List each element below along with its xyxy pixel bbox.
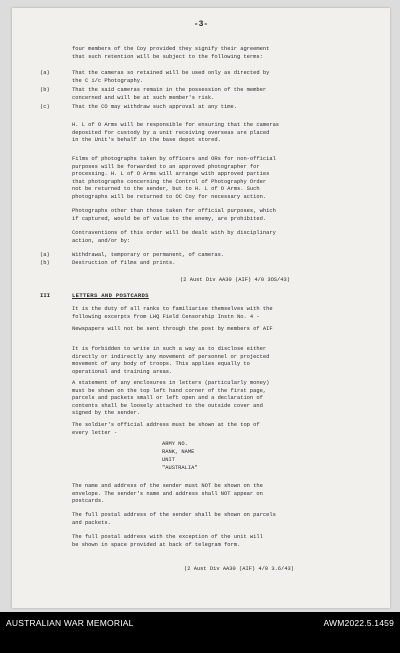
letters-para: The full postal address with the exception of the unit will be shown in space provided at back of telegram form. <box>72 534 263 548</box>
address-line: ARMY NO. <box>162 441 188 447</box>
penalty-mark: (a) <box>40 252 50 258</box>
address-line: "AUSTRALIA" <box>162 465 198 471</box>
section-heading: LETTERS AND POSTCARDS <box>72 292 149 299</box>
condition-text: That the cameras so retained will be used only as directed by the C i/c Photography. <box>72 70 270 84</box>
condition-text: That the CO may withdraw such approval at any time. <box>72 104 237 110</box>
letters-para: A statement of any enclosures in letters (particularly money) must be shown on the top left hand corner of the first page, parcels and packets small or left open and a declaration of contents shall be loosely attached to the outside cover and signed by the sender. <box>72 380 270 417</box>
section-number: III <box>40 292 51 299</box>
letters-para: The name and address of the sender must NOT be shown on the envelope. The sender's name and address shall NOT appear on postcards. <box>72 483 263 505</box>
page-number: -3- <box>193 20 209 29</box>
archive-footer <box>0 612 400 653</box>
para-films: Films of photographs taken by officers and ORs for non-official purposes will be forwarded to an approved photographer for processing. H. L of O Arms will arrange with approved parties that photographs concerning the Control of Photography Order not be returned to the sender, but to H. L of O Arms. Such photographs will be returned to OC Coy for necessary action. <box>72 156 276 200</box>
letters-para: The full postal address of the sender shall be shown on parcels and packets. <box>72 512 276 526</box>
reference-letters: (2 Aust Div AA30 (AIF) 4/0 3.6/43) <box>184 566 294 572</box>
address-line: UNIT <box>162 457 175 463</box>
address-line: RANK, NAME <box>162 449 195 455</box>
para-responsible: H. L of O Arms will be responsible for ensuring that the cameras deposited for custody by a unit receiving overseas are placed in the Unit's behalf in the base depot stored. <box>72 122 280 144</box>
cameras-intro: four members of the Coy provided they signify their agreement that such retention will be subject to the following terms: <box>72 46 270 60</box>
penalty-mark: (b) <box>40 260 50 266</box>
reference-cameras: (2 Aust Div AA30 (AIF) 4/0 3OS/43) <box>180 277 290 283</box>
document-page <box>12 8 390 608</box>
footer-institution: AUSTRALIAN WAR MEMORIAL <box>6 618 134 628</box>
penalty-text: Destruction of films and prints. <box>72 260 176 266</box>
condition-mark: (a) <box>40 70 50 76</box>
penalty-text: Withdrawal, temporary or permanent, of cameras. <box>72 252 225 258</box>
para-other: Photographs other than those taken for official purposes, which if captured, would be of value to the enemy, are prohibited. <box>72 208 276 222</box>
letters-para: Newspapers will not be sent through the post by members of AIF <box>72 326 273 332</box>
letters-para: The soldier's official address must be shown at the top of every letter - <box>72 422 260 436</box>
condition-mark: (b) <box>40 87 50 93</box>
letters-para: It is forbidden to write in such a way as to disclose either directly or indirectly any movement of personnel or projected movement of any body of troops. This applies equally to operational and training areas. <box>72 346 270 375</box>
condition-text: That the said cameras remain in the possession of the member concerned and will be at such member's risk. <box>72 87 267 101</box>
footer-accession-id: AWM2022.5.1459 <box>323 618 394 628</box>
para-contravention: Contraventions of this order will be dealt with by disciplinary action, and/or by: <box>72 230 276 244</box>
letters-para: It is the duty of all ranks to familiarise themselves with the following excerpts from LHQ Field Censorship Instn No. 4 - <box>72 306 273 320</box>
condition-mark: (c) <box>40 104 50 110</box>
